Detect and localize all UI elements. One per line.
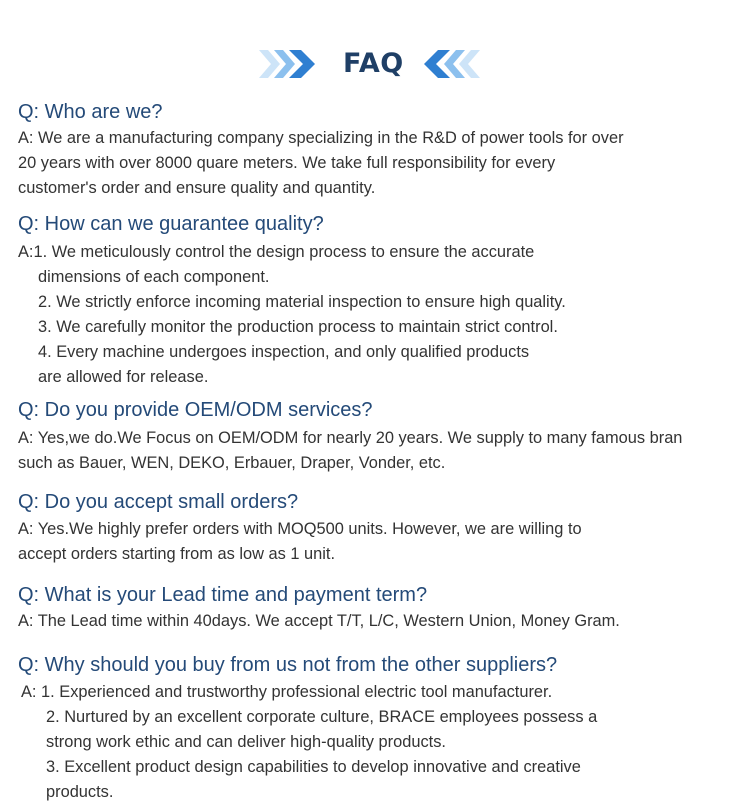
faq-question-quality: Q: How can we guarantee quality? [18, 213, 324, 235]
page-title: FAQ [343, 48, 404, 79]
faq-answer-line: 3. Excellent product design capabilities to develop innovative and creative [46, 758, 581, 776]
faq-question-why-buy: Q: Why should you buy from us not from the other suppliers? [18, 654, 558, 676]
faq-question-who-are-we: Q: Who are we? [18, 101, 163, 123]
faq-answer-line: such as Bauer, WEN, DEKO, Erbauer, Draper, Vonder, etc. [18, 454, 446, 472]
faq-answer-line: accept orders starting from as low as 1 unit. [18, 545, 336, 563]
faq-answer-line: A: The Lead time within 40days. We accept T/T, L/C, Western Union, Money Gram. [18, 612, 620, 630]
faq-answer-line: 2. We strictly enforce incoming material inspection to ensure high quality. [38, 293, 566, 311]
faq-question-small-orders: Q: Do you accept small orders? [18, 491, 299, 513]
faq-answer-line: strong work ethic and can deliver high-quality products. [46, 733, 446, 751]
faq-answer-line: A: Yes,we do.We Focus on OEM/ODM for nearly 20 years. We supply to many famous bran [18, 429, 683, 447]
faq-answer-line: dimensions of each component. [38, 268, 270, 286]
faq-question-oem-odm: Q: Do you provide OEM/ODM services? [18, 399, 373, 421]
faq-answer-line: products. [46, 783, 114, 801]
faq-answer-line: customer's order and ensure quality and quantity. [18, 179, 376, 197]
chevrons-right-icon [259, 50, 323, 78]
faq-answer-line: are allowed for release. [38, 368, 209, 386]
faq-answer-line: 3. We carefully monitor the production process to maintain strict control. [38, 318, 558, 336]
faq-header [0, 44, 750, 84]
faq-answer-line: 2. Nurtured by an excellent corporate culture, BRACE employees possess a [46, 708, 598, 726]
faq-answer-line: 20 years with over 8000 quare meters. We take full responsibility for every [18, 154, 556, 172]
faq-answer-line: A: 1. Experienced and trustworthy professional electric tool manufacturer. [21, 683, 553, 701]
faq-answer-line: A:1. We meticulously control the design process to ensure the accurate [18, 243, 535, 261]
faq-question-lead-time: Q: What is your Lead time and payment term? [18, 584, 428, 606]
chevrons-left-icon [424, 50, 488, 78]
faq-answer-line: A: Yes.We highly prefer orders with MOQ500 units. However, we are willing to [18, 520, 582, 538]
faq-answer-line: A: We are a manufacturing company specializing in the R&D of power tools for over [18, 129, 624, 147]
faq-answer-line: 4. Every machine undergoes inspection, and only qualified products [38, 343, 530, 361]
